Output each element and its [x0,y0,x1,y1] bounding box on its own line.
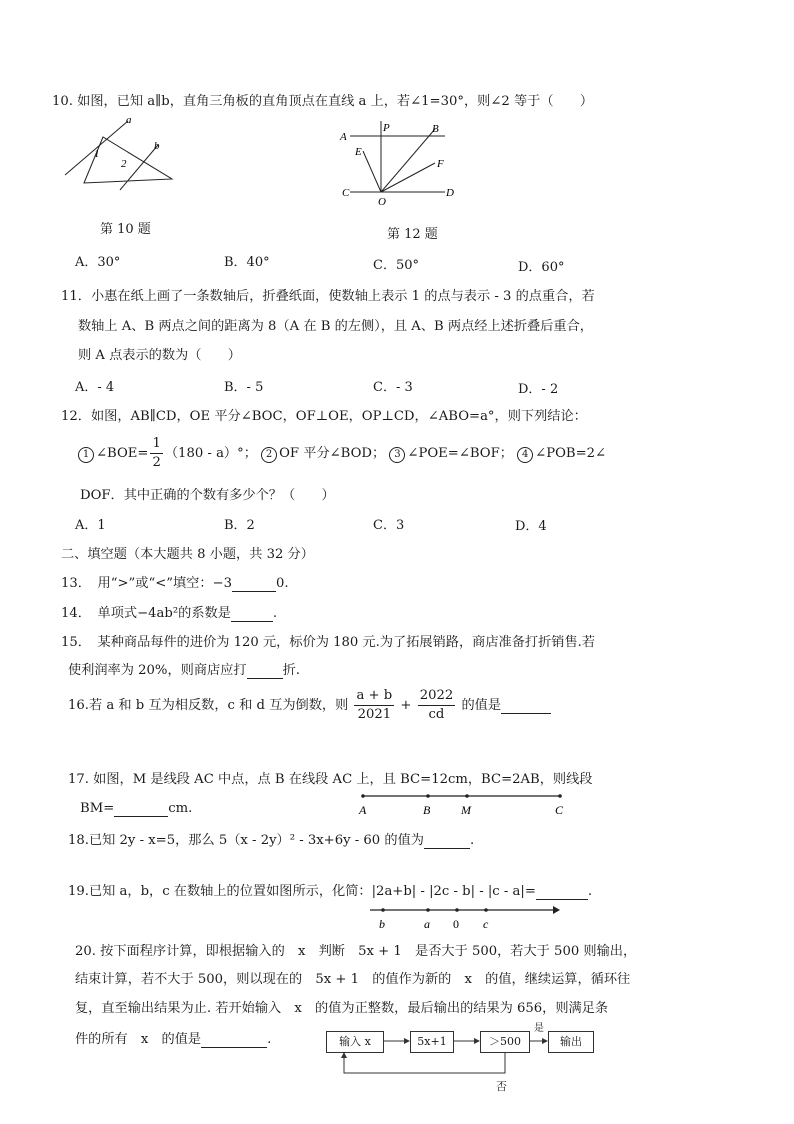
q15-line1: 15． 某种商品每件的进价为 120 元，标价为 180 元.为了拓展销路，商店准备打折销售.若 [61,635,596,650]
point-M [465,794,469,798]
label-F: F [437,158,444,170]
label-D: D [446,187,454,199]
q10-option-b: B．40° [224,255,270,270]
flow-condition-box: ＞500 [480,1031,530,1053]
q11-line3: 则 A 点表示的数为（ ） [78,348,241,363]
q11-option-a: A．- 4 [75,380,115,395]
figure-10 [60,115,180,195]
q16: 16.若 a 和 b 互为相反数，c 和 d 互为倒数，则 $\frac{a + b}{2021}$ + $\frac{2022}{cd}$ 的值是 [68,687,551,724]
q11-option-b: B．- 5 [224,380,264,395]
q20-line2: 结束计算，若不大于 500，则以现在的 5x + 1 的值作为新的 x 的值，继续运算，循环往 [75,972,631,987]
q20-line3: 复，直至输出结果为止. 若开始输入 x 的值为正整数，最后输出的结果为 656，则满足条 [75,1001,609,1016]
flow-calc-box: 5x+1 [410,1031,454,1053]
q11-line1: 11．小惠在纸上画了一条数轴后，折叠纸面，使数轴上表示 1 的点与表示 - 3 的点重合，若 [61,289,595,304]
fraction-2022-cd: $\frac{2022}{cd}$ [419,688,454,722]
point-A [361,794,365,798]
label-P: P [383,122,390,134]
q10-option-d: D．60° [518,260,565,275]
q17-line1: 17. 如图，M 是线段 AC 中点，点 B 在线段 AC 上，且 BC=12cm，BC=2AB，则线段 [68,772,593,787]
flow-input-box: 输入 x [326,1031,384,1053]
c2: OF 平分∠BOD； [279,446,386,461]
c4: ∠POB=2∠ [535,446,607,461]
label-O: O [378,196,386,208]
label-C: C [342,187,350,199]
c1-post: （180 - a）°； [164,446,257,461]
point-B [426,794,430,798]
q20-blank[interactable] [201,1032,267,1048]
q12-option-b: B．2 [224,518,255,533]
label-nl-c: c [483,917,489,931]
q15-blank[interactable] [247,663,283,679]
flow-no-label: 否 [496,1080,507,1093]
label-nl-b: b [379,917,385,931]
q12-line1: 12．如图，AB∥CD，OE 平分∠BOC，OF⊥OE，OP⊥CD，∠ABO=a°，则下列结论： [61,409,587,424]
q12-conclusions [78,435,606,472]
q18-blank[interactable] [424,833,470,849]
label-seg-A: A [359,803,367,817]
label-B: B [432,123,439,135]
fraction-ab-2021: $\frac{a + b}{2021}$ [356,688,393,722]
q10-text: 10. 如图，已知 a∥b，直角三角板的直角顶点在直线 a 上，若∠1=30°，则∠2 等于（ ） [52,94,594,109]
point-C [558,794,562,798]
label-nl-a: a [424,917,430,931]
point-b [381,908,385,912]
q11-option-d: D．- 2 [518,382,559,397]
q14-blank[interactable] [231,606,273,622]
label-angle-1: 1 [94,148,100,160]
q12-option-d: D．4 [515,519,547,534]
circle-4: 4 [517,447,533,463]
q20-line4: 件的所有 x 的值是 . [75,1032,272,1047]
point-c [484,908,488,912]
q13: 13． 用“>”或“<”填空：−3 0. [61,576,289,591]
figure-12 [335,115,465,210]
q17-line2: BM= cm. [80,801,193,816]
flow-output-box: 输出 [548,1031,594,1053]
q18: 18.已知 2y - x=5，那么 5（x - 2y）² - 3x+6y - 60 的值为 . [68,833,475,848]
label-a: a [126,115,132,126]
q16-blank[interactable] [501,698,551,714]
q13-blank[interactable] [232,576,276,592]
fraction-half: $\frac{1}{2}$ [152,436,161,470]
ray-of [381,163,435,192]
q17-blank[interactable] [114,801,168,817]
point-0 [455,908,459,912]
label-E: E [355,146,362,158]
flow-yes-label: 是 [534,1023,544,1034]
fig10-caption: 第 10 题 [100,222,151,237]
q10-option-c: C．50° [373,258,419,273]
q12-line3: DOF．其中正确的个数有多少个？（ ） [80,488,335,503]
q14: 14． 单项式−4ab²的系数是 . [61,606,278,621]
c1-pre: ∠BOE= [96,446,149,461]
label-A: A [340,131,347,143]
q12-option-c: C．3 [373,518,405,533]
q15-line2: 使利润率为 20%，则商店应打 折. [68,663,300,678]
loop-back-line [344,1052,505,1073]
label-b: b [154,140,160,152]
c3: ∠POE=∠BOF； [407,446,513,461]
label-nl-0: 0 [453,917,459,931]
label-seg-M: M [461,803,471,817]
ray-ob [381,129,435,192]
q12-option-a: A．1 [75,518,106,533]
q11-line2: 数轴上 A、B 两点之间的距离为 8（A 在 B 的左侧），且 A、B 两点经上述折叠后重合， [78,319,593,334]
arrow-icon [553,906,560,914]
segment-diagram [355,786,575,820]
q19: 19.已知 a，b，c 在数轴上的位置如图所示，化简：|2a+b| - |2c - b| - |c - a|= . [68,884,593,899]
q10-option-a: A．30° [75,255,121,270]
circle-2: 2 [261,447,277,463]
ray-oe [363,151,381,192]
fig12-caption: 第 12 题 [387,227,438,242]
number-line [365,903,560,933]
label-seg-B: B [423,803,431,817]
label-seg-C: C [555,803,564,817]
q20-line1: 20. 按下面程序计算，即根据输入的 x 判断 5x + 1 是否大于 500，若大于 500 则输出， [75,944,637,959]
q11-option-c: C．- 3 [373,380,413,395]
section-2-heading: 二、填空题（本大题共 8 小题，共 32 分） [61,547,314,562]
point-a [426,908,430,912]
circle-1: 1 [78,447,94,463]
q19-blank[interactable] [536,884,588,900]
label-angle-2: 2 [121,158,127,170]
circle-3: 3 [389,447,405,463]
